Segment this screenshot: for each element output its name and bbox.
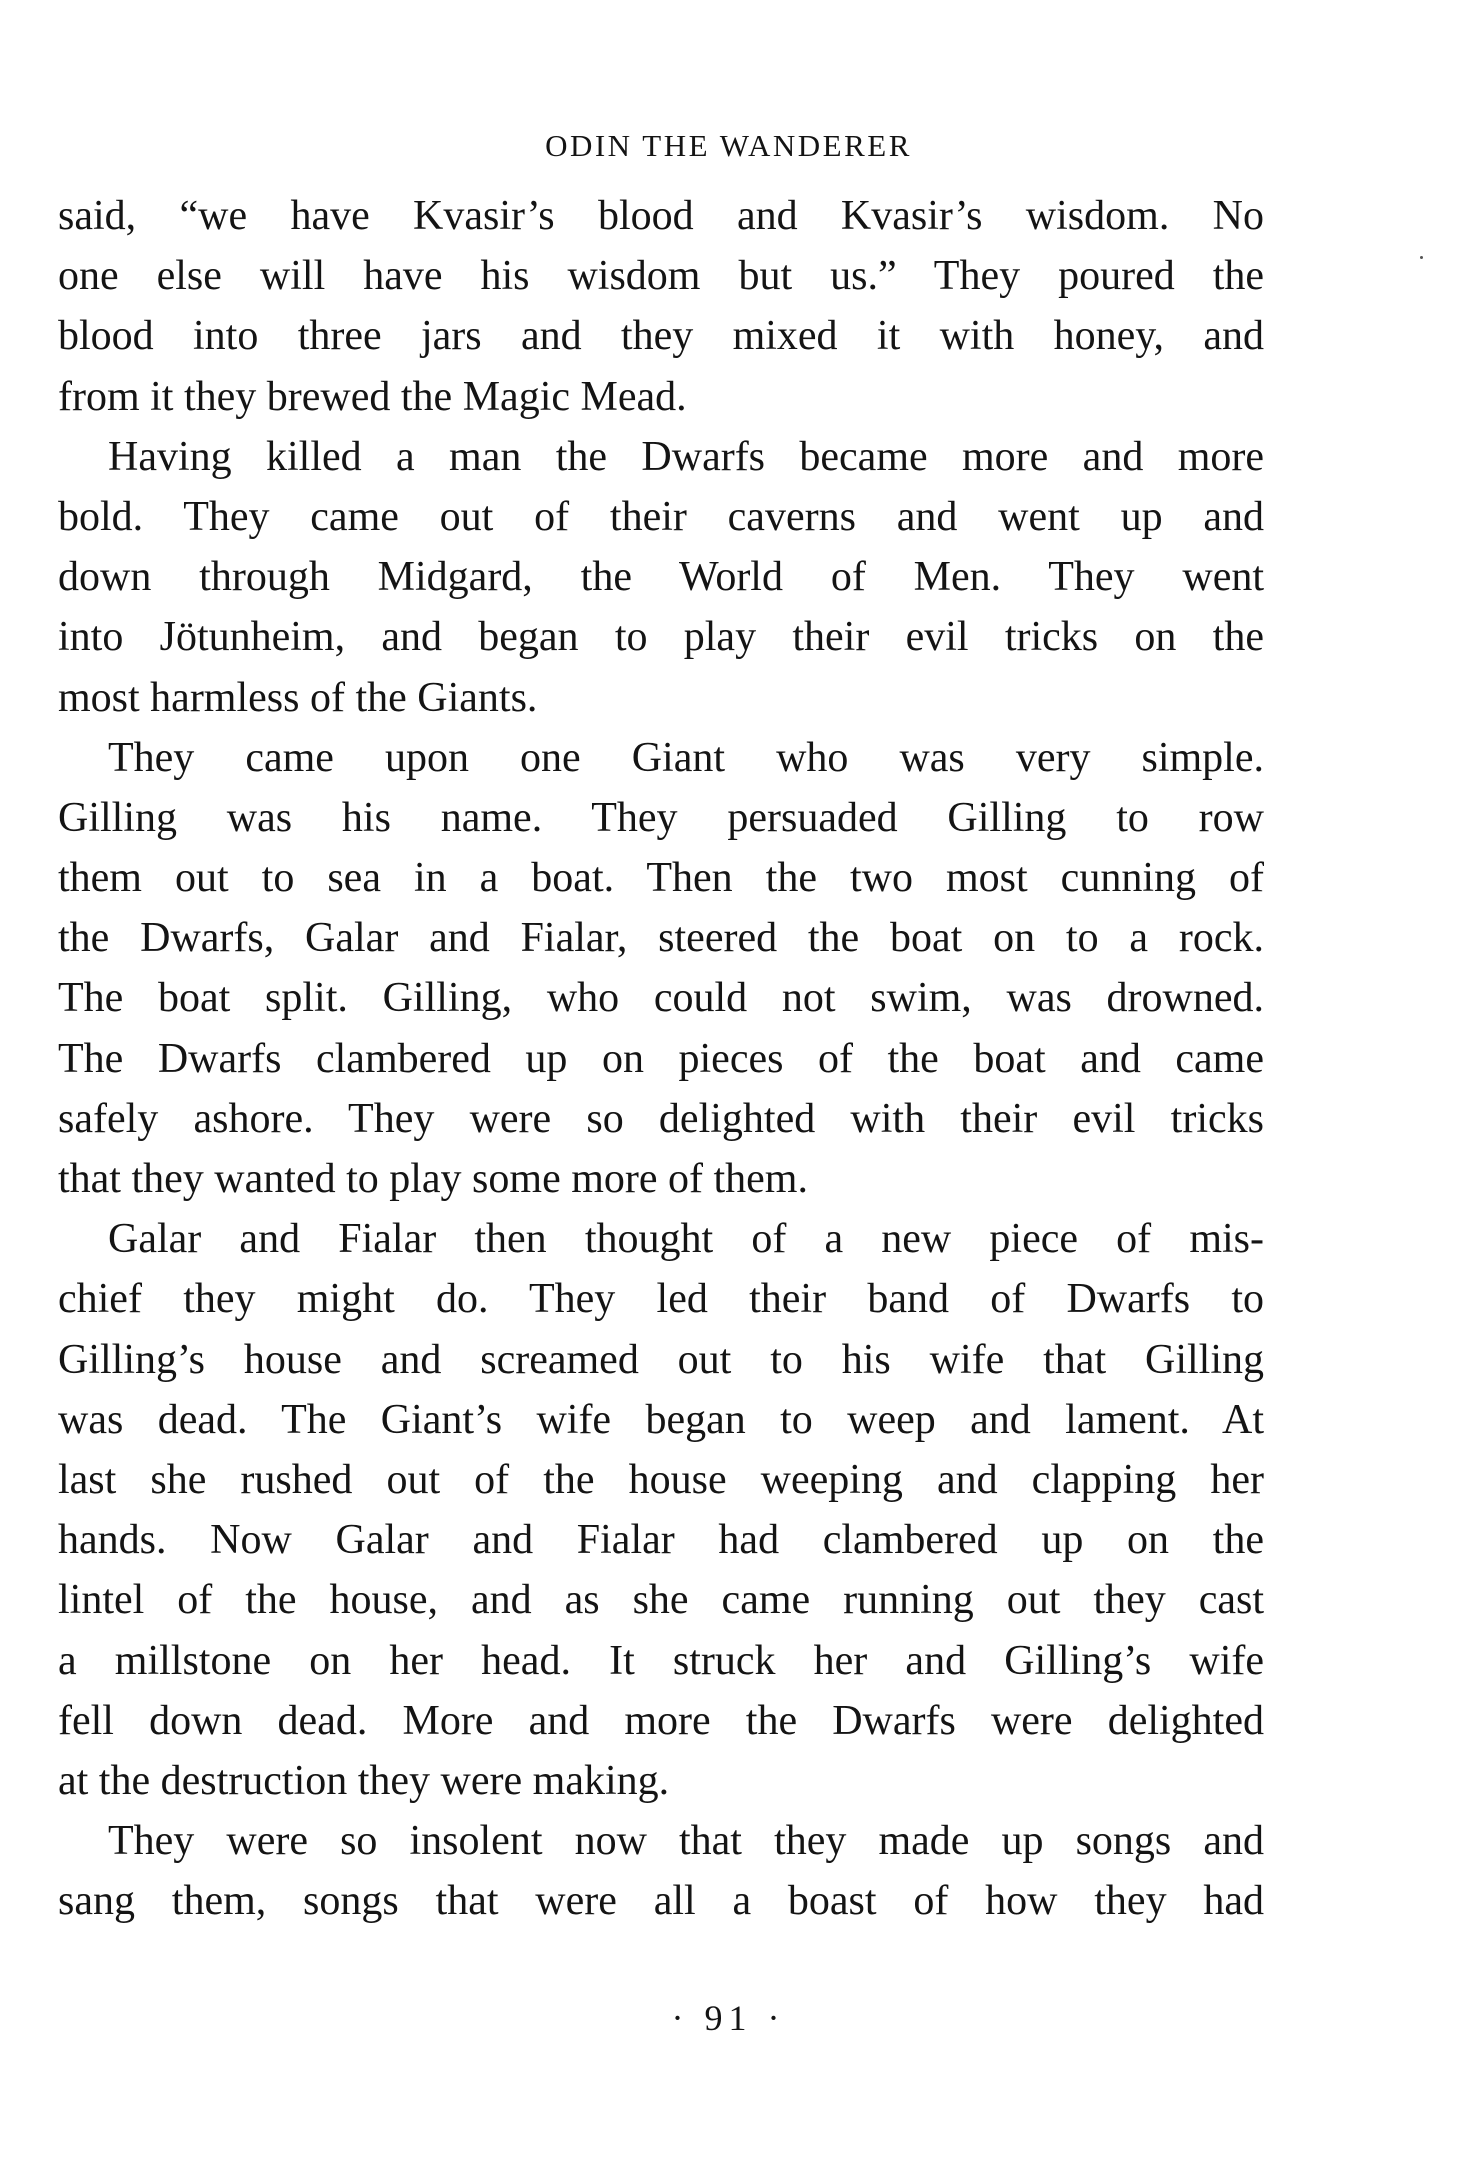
text-line: blood into three jars and they mixed it with honey, and bbox=[58, 313, 1264, 360]
paragraph bbox=[58, 186, 1264, 427]
page-number: · 91 · bbox=[671, 1998, 786, 2038]
text-line: at the destruction they were making. bbox=[58, 1757, 670, 1804]
text-line: one else will have his wisdom but us.” They poured the bbox=[58, 253, 1264, 300]
paragraph bbox=[58, 1811, 1264, 1931]
text-line: The boat split. Gilling, who could not swim, was drowned. bbox=[58, 975, 1264, 1022]
text-line: Gilling’s house and screamed out to his wife that Gilling bbox=[58, 1336, 1264, 1383]
paragraph bbox=[58, 728, 1264, 1210]
text-line: They were so insolent now that they made up songs and bbox=[108, 1818, 1264, 1865]
text-line: from it they brewed the Magic Mead. bbox=[58, 373, 687, 420]
body-text bbox=[58, 186, 1264, 1931]
paragraph bbox=[58, 427, 1264, 728]
text-line: the Dwarfs, Galar and Fialar, steered the boat on to a rock. bbox=[58, 915, 1264, 962]
text-line: down through Midgard, the World of Men. They went bbox=[58, 554, 1264, 601]
text-line: them out to sea in a boat. Then the two most cunning of bbox=[58, 855, 1264, 902]
paragraph bbox=[58, 1209, 1264, 1811]
text-line: sang them, songs that were all a boast of how they had bbox=[58, 1878, 1264, 1925]
text-line: Gilling was his name. They persuaded Gilling to row bbox=[58, 794, 1264, 841]
running-head: ODIN THE WANDERER bbox=[545, 128, 912, 163]
text-line: a millstone on her head. It struck her and Gilling’s wife bbox=[58, 1637, 1264, 1684]
text-line: that they wanted to play some more of them. bbox=[58, 1156, 808, 1202]
text-line: into Jötunheim, and began to play their evil tricks on the bbox=[58, 614, 1264, 661]
text-line: The Dwarfs clambered up on pieces of the boat and came bbox=[58, 1035, 1264, 1082]
text-line: hands. Now Galar and Fialar had clambered up on the bbox=[58, 1517, 1264, 1564]
text-line: was dead. The Giant’s wife began to weep and lament. At bbox=[58, 1396, 1264, 1443]
text-line: Galar and Fialar then thought of a new piece of mis- bbox=[108, 1216, 1264, 1263]
text-line: chief they might do. They led their band of Dwarfs to bbox=[58, 1276, 1264, 1323]
scan-speck bbox=[1420, 256, 1423, 259]
text-line: They came upon one Giant who was very simple. bbox=[108, 734, 1264, 781]
text-line: last she rushed out of the house weeping and clapping her bbox=[58, 1456, 1264, 1503]
text-line: said, “we have Kvasir’s blood and Kvasir’s wisdom. No bbox=[58, 193, 1264, 239]
text-line: safely ashore. They were so delighted with their evil tricks bbox=[58, 1095, 1264, 1142]
text-line: fell down dead. More and more the Dwarfs were delighted bbox=[58, 1697, 1264, 1744]
text-line: most harmless of the Giants. bbox=[58, 674, 538, 721]
text-line: Having killed a man the Dwarfs became more and more bbox=[108, 433, 1264, 480]
text-line: lintel of the house, and as she came running out they cast bbox=[58, 1577, 1264, 1624]
text-line: bold. They came out of their caverns and went up and bbox=[58, 493, 1264, 540]
